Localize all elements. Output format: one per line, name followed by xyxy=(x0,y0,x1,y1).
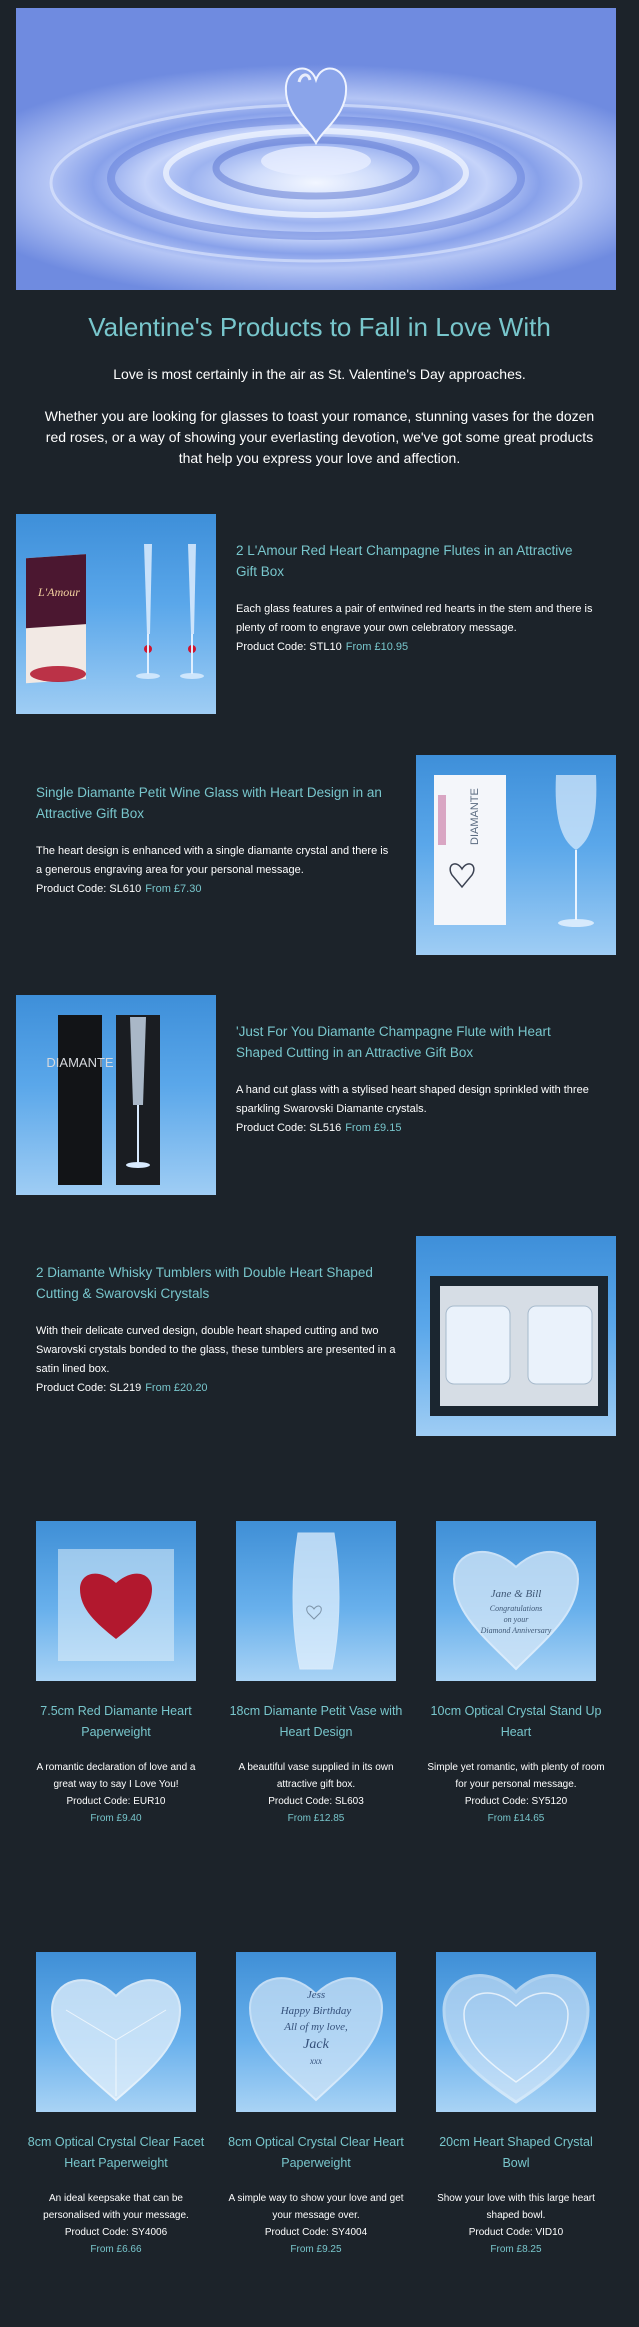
product-description: An ideal keepsake that can be personalised with your message. xyxy=(43,2193,189,2221)
product-code: Product Code: SY5120 xyxy=(464,1796,568,1807)
product-description: With their delicate curved design, double heart shaped cutting and two Swarovski crystals bonded to the glass, these tumblers are presented in a satin lined box. xyxy=(36,1325,396,1375)
engraving-line: xxx xyxy=(310,2056,322,2066)
product-price: From £9.15 xyxy=(345,1122,402,1134)
product-title[interactable]: 10cm Optical Crystal Stand Up Heart xyxy=(430,1704,602,1739)
box-label: L'Amour xyxy=(38,585,80,599)
product-code: Product Code: EUR10 xyxy=(66,1796,166,1807)
grid-product-sy4004 xyxy=(226,2132,406,2258)
product-description: The heart design is enhanced with a single diamante crystal and there is a generous engraving area for your personal message. xyxy=(36,845,389,876)
product-info-sl516 xyxy=(236,1021,596,1138)
product-price: From £20.20 xyxy=(145,1382,208,1394)
engraving-line: Diamond Anniversary xyxy=(480,1626,552,1635)
product-description: Show your love with this large heart shaped bowl. xyxy=(437,2193,595,2221)
product-code-label: Product Code: STL10 xyxy=(236,641,342,653)
product-code: Product Code: SY4004 xyxy=(264,2227,368,2238)
product-price: From £12.85 xyxy=(287,1813,345,1824)
product-code-label: Product Code: SL219 xyxy=(36,1382,142,1394)
product-price: From £10.95 xyxy=(345,641,409,653)
product-description: Each glass features a pair of entwined red hearts in the stem and there is plenty of room to engrave your own celebratory message. xyxy=(236,603,593,634)
engraving-line: on your xyxy=(503,1615,529,1624)
product-image-stand-up-heart[interactable] xyxy=(436,1521,596,1681)
product-title[interactable]: 7.5cm Red Diamante Heart Paperweight xyxy=(40,1704,192,1739)
product-description: A beautiful vase supplied in its own attractive gift box. xyxy=(238,1762,394,1790)
product-title[interactable]: 8cm Optical Crystal Clear Heart Paperweight xyxy=(228,2135,404,2170)
grid-product-vid10 xyxy=(426,2132,606,2258)
product-title[interactable]: 8cm Optical Crystal Clear Facet Heart Paperweight xyxy=(27,2135,205,2170)
product-info-stl10 xyxy=(236,540,596,657)
intro-line: Love is most certainly in the air as St. Valentine's Day approaches. xyxy=(113,366,526,382)
product-description: A simple way to show your love and get your message over. xyxy=(228,2193,404,2221)
product-price: From £9.25 xyxy=(290,2244,342,2255)
product-code: Product Code: SL603 xyxy=(268,1796,364,1807)
product-info-sl610 xyxy=(36,782,396,899)
product-code xyxy=(236,638,596,657)
engraving-line: Jess xyxy=(306,1989,326,2001)
engraving-line: Happy Birthday xyxy=(280,2005,352,2017)
product-title[interactable]: 'Just For You Diamante Champagne Flute with Heart Shaped Cutting in an Attractive Gift Box xyxy=(236,1024,551,1060)
product-price: From £14.65 xyxy=(487,1813,545,1824)
product-image-heart-bowl[interactable] xyxy=(436,1952,596,2112)
product-image-diamante-wine-glass[interactable] xyxy=(416,755,616,955)
product-image-facet-heart[interactable] xyxy=(36,1952,196,2112)
engraving-line: Jack xyxy=(303,2037,329,2052)
product-title[interactable]: 2 L'Amour Red Heart Champagne Flutes in an Attractive Gift Box xyxy=(236,543,573,579)
grid-product-eur10 xyxy=(26,1701,206,1827)
product-image-petit-vase[interactable] xyxy=(236,1521,396,1681)
page-title: Valentine's Products to Fall in Love With xyxy=(88,312,551,342)
product-code: Product Code: SY4006 xyxy=(64,2227,168,2238)
product-code-label: Product Code: SL516 xyxy=(236,1122,342,1134)
product-description: A hand cut glass with a stylised heart shaped design sprinkled with three sparkling Swarovski Diamante crystals. xyxy=(236,1084,589,1115)
engraving-line: All of my love, xyxy=(284,2021,348,2033)
product-image-whisky-tumblers[interactable] xyxy=(416,1236,616,1436)
grid-product-sy4006 xyxy=(26,2132,206,2258)
product-price: From £9.40 xyxy=(90,1813,142,1824)
grid-product-sy5120 xyxy=(426,1701,606,1827)
intro-paragraph: Whether you are looking for glasses to toast your romance, stunning vases for the dozen red roses, or a way of showing your everlasting devotion, we've got some great products that help you express your love and affection. xyxy=(44,408,595,466)
product-code-label: Product Code: SL610 xyxy=(36,883,142,895)
product-title[interactable]: 20cm Heart Shaped Crystal Bowl xyxy=(439,2135,593,2170)
product-price: From £7.30 xyxy=(145,883,202,895)
product-image-just-for-you-flute[interactable] xyxy=(16,995,216,1195)
product-title[interactable]: Single Diamante Petit Wine Glass with Heart Design in an Attractive Gift Box xyxy=(36,785,382,821)
box-label: DIAMANTE xyxy=(469,788,481,845)
product-price: From £8.25 xyxy=(490,2244,542,2255)
product-description: Simple yet romantic, with plenty of room for your personal message. xyxy=(427,1762,605,1790)
product-code xyxy=(36,1379,396,1398)
box-label: DIAMANTE xyxy=(46,1055,114,1070)
product-info-sl219 xyxy=(36,1262,396,1398)
product-image-lamour-flutes[interactable] xyxy=(16,514,216,714)
product-title[interactable]: 18cm Diamante Petit Vase with Heart Design xyxy=(229,1704,403,1739)
engraving-line: Jane & Bill xyxy=(490,1588,542,1600)
grid-product-sl603 xyxy=(226,1701,406,1827)
product-code: Product Code: VID10 xyxy=(468,2227,564,2238)
product-price: From £6.66 xyxy=(90,2244,142,2255)
product-code xyxy=(36,880,396,899)
product-image-red-heart-paperweight[interactable] xyxy=(36,1521,196,1681)
product-image-clear-heart[interactable] xyxy=(236,1952,396,2112)
product-description: A romantic declaration of love and a great way to say I Love You! xyxy=(36,1762,196,1790)
product-code xyxy=(236,1119,596,1138)
product-title[interactable]: 2 Diamante Whisky Tumblers with Double Heart Shaped Cutting & Swarovski Crystals xyxy=(36,1265,373,1301)
hero-banner-image xyxy=(16,8,616,290)
engraving-line: Congratulations xyxy=(489,1604,543,1613)
